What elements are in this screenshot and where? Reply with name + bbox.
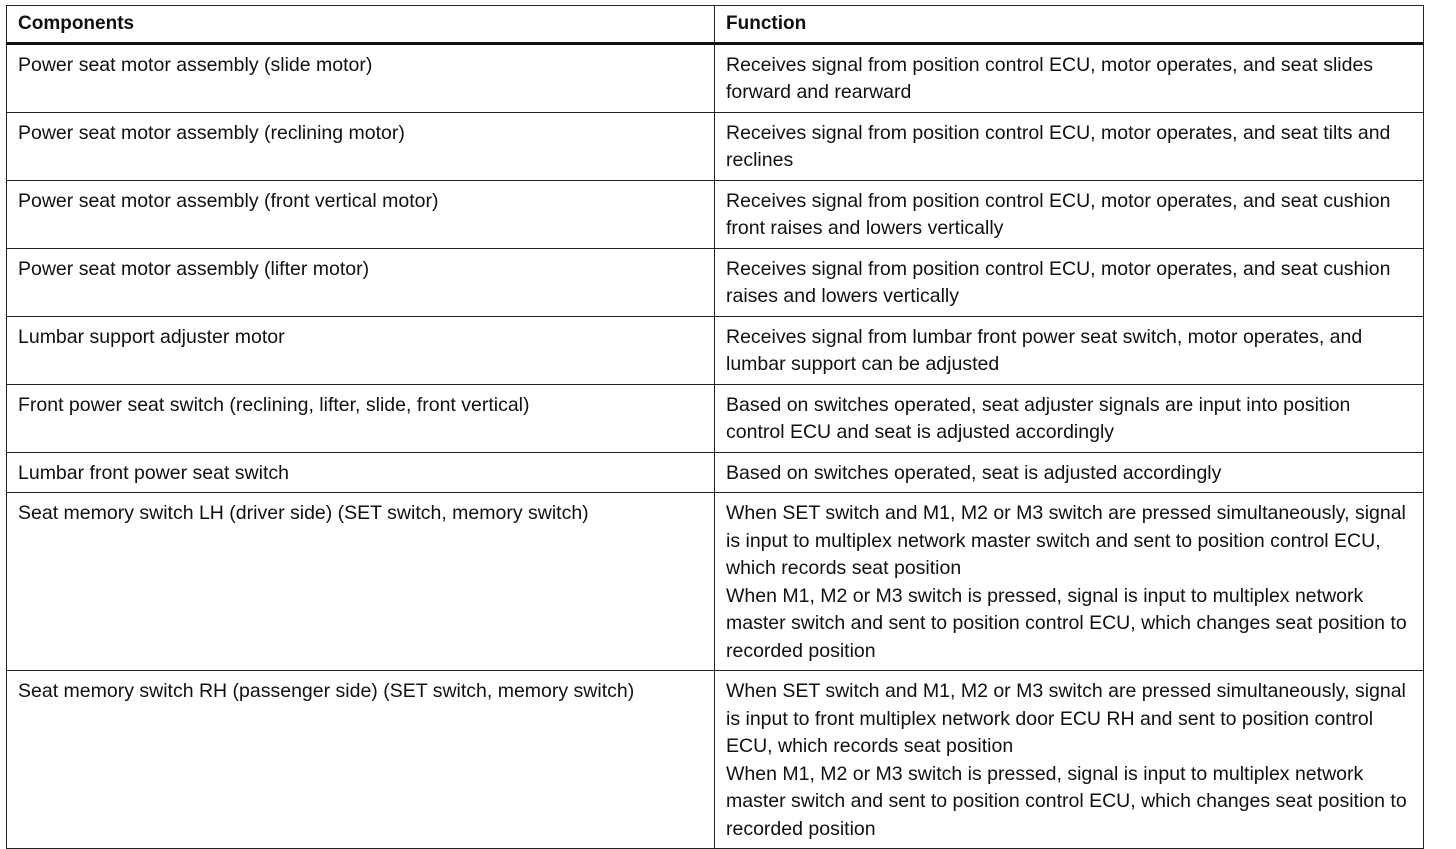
table-row (7, 248, 1424, 316)
component-cell: Power seat motor assembly (lifter motor) (7, 248, 715, 316)
function-text: Based on switches operated, seat is adjusted accordingly (726, 461, 1222, 484)
function-cell (715, 493, 1424, 671)
header-components: Components (7, 6, 715, 44)
function-text: Based on switches operated, seat adjuster signals are input into position control ECU and seat is adjusted accordingly (726, 393, 1351, 443)
component-cell: Power seat motor assembly (reclining motor) (7, 112, 715, 180)
table-row (7, 452, 1424, 493)
function-text: When M1, M2 or M3 switch is pressed, signal is input to multiplex network master switch and sent to position control ECU, which changes seat position to recorded position (726, 762, 1407, 840)
component-cell: Lumbar support adjuster motor (7, 316, 715, 384)
function-text: Receives signal from lumbar front power seat switch, motor operates, and lumbar support can be adjusted (726, 325, 1363, 375)
table-row (7, 112, 1424, 180)
table-row (7, 671, 1424, 849)
function-text: When M1, M2 or M3 switch is pressed, signal is input to multiplex network master switch and sent to position control ECU, which changes seat position to recorded position (726, 584, 1407, 662)
function-cell (715, 180, 1424, 248)
function-text: Receives signal from position control ECU, motor operates, and seat slides forward and rearward (726, 53, 1374, 103)
table-row (7, 384, 1424, 452)
function-text: Receives signal from position control ECU, motor operates, and seat cushion front raises and lowers vertically (726, 189, 1391, 239)
function-cell (715, 671, 1424, 849)
component-cell: Seat memory switch RH (passenger side) (SET switch, memory switch) (7, 671, 715, 849)
function-cell (715, 384, 1424, 452)
component-cell: Seat memory switch LH (driver side) (SET switch, memory switch) (7, 493, 715, 671)
header-function: Function (715, 6, 1424, 44)
components-function-table-container (6, 5, 1423, 849)
table-header-row (7, 6, 1424, 44)
function-text: When SET switch and M1, M2 or M3 switch are pressed simultaneously, signal is input to multiplex network master switch and sent to position control ECU, which records seat position (726, 502, 1406, 579)
function-cell (715, 112, 1424, 180)
table-row (7, 493, 1424, 671)
table-row (7, 316, 1424, 384)
function-text: Receives signal from position control ECU, motor operates, and seat cushion raises and lowers vertically (726, 257, 1391, 307)
table-body (7, 43, 1424, 849)
function-text: When SET switch and M1, M2 or M3 switch are pressed simultaneously, signal is input to front multiplex network door ECU RH and sent to position control ECU, which records seat position (726, 680, 1406, 757)
function-text: Receives signal from position control ECU, motor operates, and seat tilts and reclines (726, 121, 1391, 171)
components-function-table (6, 5, 1424, 849)
component-cell: Power seat motor assembly (slide motor) (7, 43, 715, 112)
function-cell (715, 248, 1424, 316)
function-cell (715, 316, 1424, 384)
table-row (7, 180, 1424, 248)
function-cell (715, 43, 1424, 112)
component-cell: Lumbar front power seat switch (7, 452, 715, 493)
table-row (7, 43, 1424, 112)
function-cell (715, 452, 1424, 493)
component-cell: Power seat motor assembly (front vertical motor) (7, 180, 715, 248)
component-cell: Front power seat switch (reclining, lifter, slide, front vertical) (7, 384, 715, 452)
